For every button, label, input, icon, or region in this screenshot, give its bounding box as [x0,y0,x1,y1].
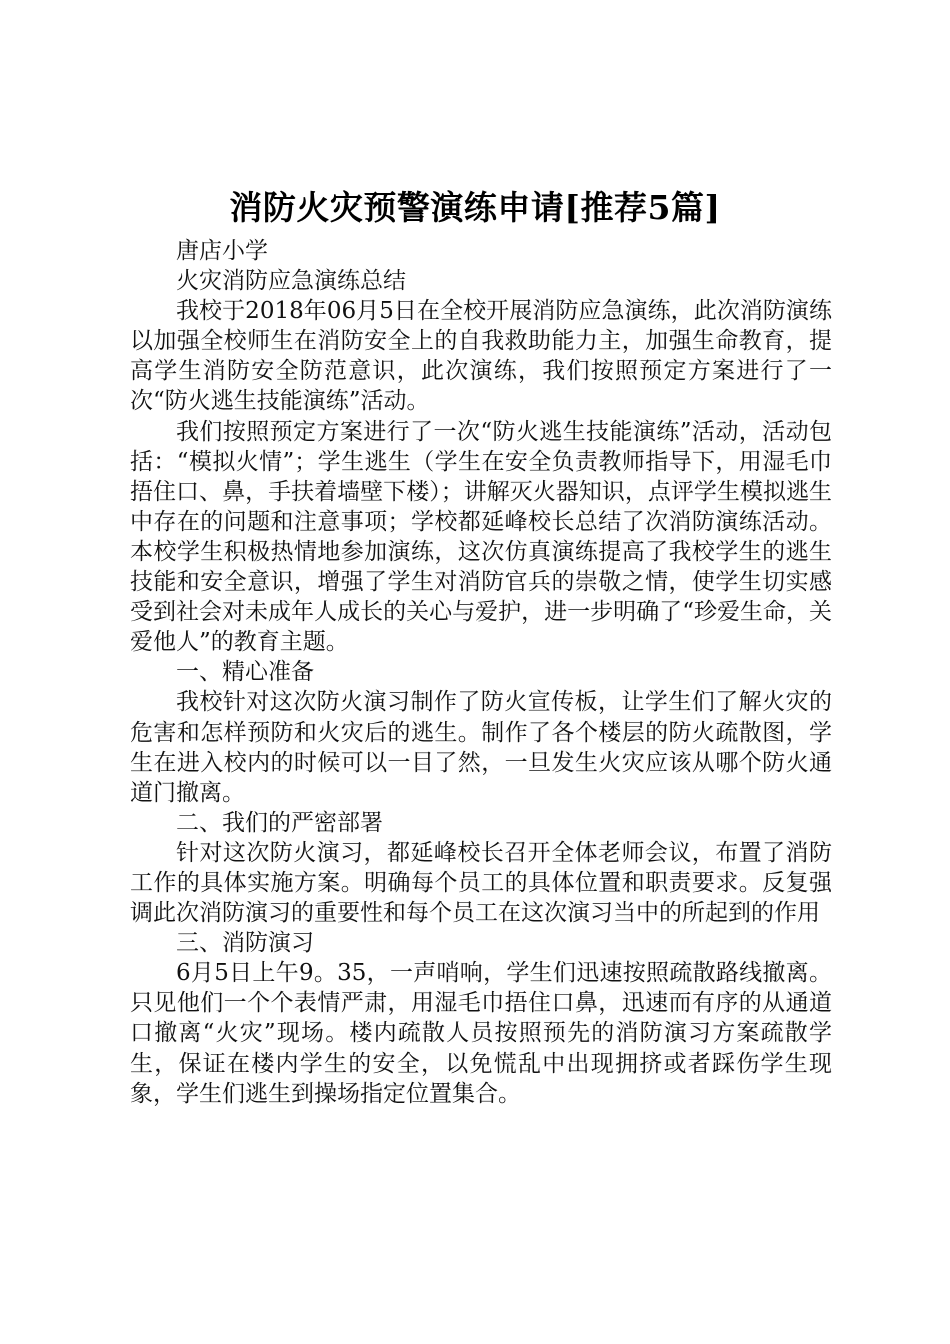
document-body [130,236,832,1109]
section-heading: 三、消防演习 [176,930,314,957]
document-title: 消防火灾预警演练申请[推荐5篇] [229,188,721,227]
paragraph: 我校于2018年06月5日在全校开展消防应急演练，此次消防演练以加强全校师生在消防安全上的自我救助能力主，加强生命教育，提高学生消防安全防范意识，此次演练，我们按照预定方案进行了一次“防火逃生技能演练”活动。 [130,298,832,415]
report-subtitle: 火灾消防应急演练总结 [176,268,406,295]
paragraph: 针对这次防火演习，都延峰校长召开全体老师会议，布置了消防工作的具体实施方案。明确每个员工的具体位置和职责要求。反复强调此次消防演习的重要性和每个员工在这次演习当中的所起到的作用 [130,839,832,927]
school-name: 唐店小学 [176,238,268,264]
section-heading: 二、我们的严密部署 [176,809,383,836]
paragraph: 我们按照预定方案进行了一次“防火逃生技能演练”活动，活动包括：“模拟火情”；学生逃生（学生在安全负责教师指导下，用湿毛巾捂住口、鼻，手扶着墙壁下楼）；讲解灭火器知识，点评学生模拟逃生中存在的问题和注意事项；学校都延峰校长总结了次消防演练活动。本校学生积极热情地参加演练，这次仿真演练提高了我校学生的逃生技能和安全意识，增强了学生对消防官兵的崇敬之情，使学生切实感受到社会对未成年人成长的关心与爱护，进一步明确了“珍爱生命，关爱他人”的教育主题。 [130,418,832,656]
paragraph: 6月5日上午9。35，一声哨响，学生们迅速按照疏散路线撤离。只见他们一个个表情严肃，用湿毛巾捂住口鼻，迅速而有序的从通道口撤离“火灾”现场。楼内疏散人员按照预先的消防演习方案疏散学生，保证在楼内学生的安全，以免慌乱中出现拥挤或者踩伤学生现象，学生们逃生到操场指定位置集合。 [130,960,832,1107]
section-heading: 一、精心准备 [176,659,314,686]
paragraph: 我校针对这次防火演习制作了防火宣传板，让学生们了解火灾的危害和怎样预防和火灾后的逃生。制作了各个楼层的防火疏散图，学生在进入校内的时候可以一目了然，一旦发生火灾应该从哪个防火通道门撤离。 [130,689,832,806]
